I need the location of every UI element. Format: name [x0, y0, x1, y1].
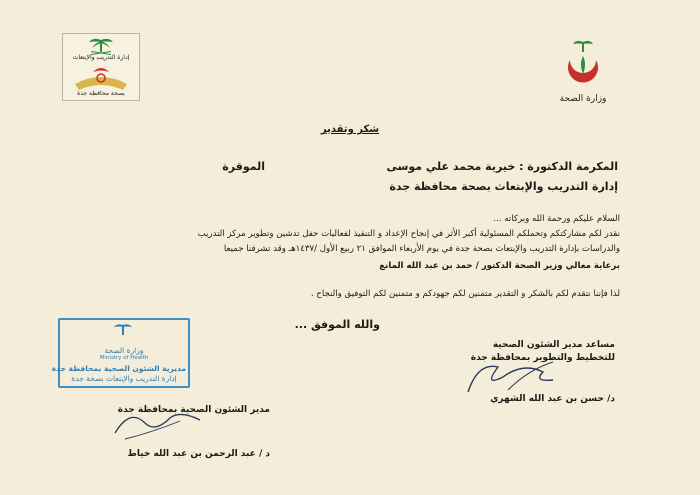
stamp-line-1: مديرية الشئون الصحية بمحافظة جدة	[51, 364, 186, 373]
recipient-honorific: الموقرة	[222, 160, 265, 173]
ministry-name: وزارة الصحة	[559, 94, 607, 104]
signature-left-icon	[105, 403, 210, 443]
signatory-right-name: د/ حسن بن عبد الله الشهري	[490, 394, 615, 404]
stamp-emblem-icon	[108, 323, 138, 347]
signatory-left-name: د / عبد الرحمن بن عبد الله خياط	[127, 449, 270, 459]
official-stamp	[51, 318, 190, 388]
stamp-ministry: وزارة الصحة	[104, 346, 144, 355]
logo-unit-text: إدارة التدريب والإبتعاث	[72, 54, 130, 61]
ministry-emblem-icon	[553, 38, 613, 96]
signatory-left-title: مدير الشئون الصحية بمحافظة جدة	[117, 405, 270, 415]
body-line-3: برعاية معالي وزير الصحة الدكتور / حمد بن عبد الله المانع	[379, 261, 620, 271]
body-line-4: لذا فإننا نتقدم لكم بالشكر و التقدير متمنين لكم جهودكم و متمنين لكم التوفيق والنجاح .	[310, 289, 620, 299]
ministry-of-health-logo	[553, 38, 613, 108]
body-line-1: نقدر لكم مشاركتكم وتحملكم المسئولية أكبر الأثر في إنجاح الإعداد و التنفيذ لفعاليات حفل تدشين وتطوير مركز التدريب	[197, 229, 620, 239]
signature-right-icon	[448, 352, 568, 397]
signatory-right-title-2: للتخطيط والتطوير بمحافظة جدة	[470, 353, 615, 363]
body-line-2: والدراسات بإدارة التدريب والإبتعاث بصحة جدة في يوم الأربعاء الموافق ٢١ ربيع الأول /١٤٣٧هـ وقد تشرفنا جميعا	[223, 244, 620, 254]
logo-sub-unit-text: بصحة محافظة جدة	[77, 90, 125, 97]
recipient-line: المكرمة الدكتورة : خيرية محمد علي موسى	[386, 160, 618, 173]
recipient-department: إدارة التدريب والإبتعاث بصحة محافظة جدة	[389, 180, 618, 193]
stamp-line-2: إدارة التدريب والإبتعاث بصحة جدة	[71, 374, 177, 383]
training-department-logo	[62, 33, 140, 101]
closing-text: والله الموفق ...	[294, 318, 380, 331]
signatory-right-title-1: مساعد مدير الشئون الصحية	[492, 340, 615, 350]
certificate-title: شكر وتقدير	[320, 124, 380, 135]
greeting-text: السلام عليكم ورحمة الله وبركاته ...	[493, 214, 620, 224]
stamp-ministry-en: Ministry of Health	[99, 355, 149, 361]
